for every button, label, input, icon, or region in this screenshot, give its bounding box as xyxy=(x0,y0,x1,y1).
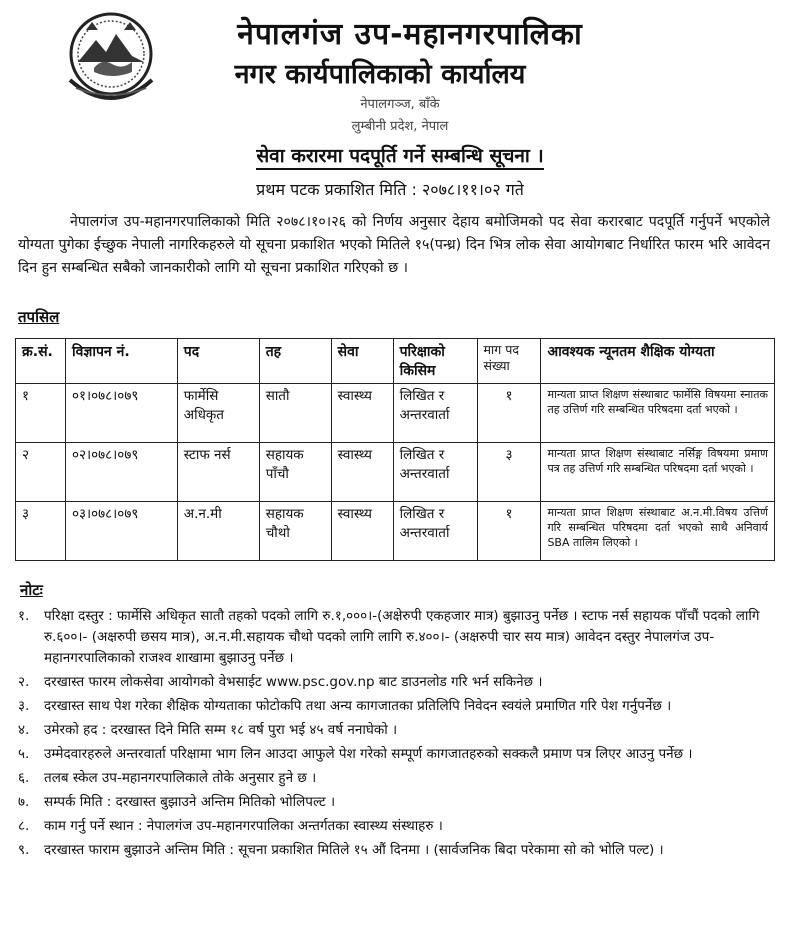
government-emblem-icon xyxy=(56,10,166,106)
table-row xyxy=(16,443,775,502)
cell-level: सहायक चौथो xyxy=(259,502,331,561)
col-header-service: सेवा xyxy=(331,339,393,384)
cell-post: अ.न.मी xyxy=(177,502,259,561)
cell-service: स्वास्थ्य xyxy=(331,502,393,561)
cell-exam: लिखित र अन्तरवार्ता xyxy=(393,443,477,502)
org-name-line1: नेपालगंज उप-महानगरपालिका xyxy=(237,17,583,52)
table-row xyxy=(16,384,775,443)
intro-paragraph: नेपालगंज उप-महानगरपालिकाको मिति २०७८।१०।२६ को निर्णय अनुसार देहाय बमोजिमको पद सेवा करारबाट पदपूर्ति गर्नुपर्ने भएकोले योग्यता पुगेका ईच्छुक नेपाली नागरिकहरुले यो सूचना प्रकाशित भएको मितिले १५(पन्ध्र) दिन भित्र लोक सेवा आयोगबाट निर्धारित फारम भरि आवेदन दिन हुन सम्बन्धित सबैको जानकारीको लागि यो सूचना प्रकाशित गरिएको छ । xyxy=(18,214,770,276)
cell-level: सहायक पाँचौ xyxy=(259,443,331,502)
cell-exam: लिखित र अन्तरवार्ता xyxy=(393,384,477,443)
note-item: ९. दरखास्त फाराम बुझाउने अन्तिम मिति : सूचना प्रकाशित मितिले १५ औं दिनमा । (सार्वजनिक बिदा परेकामा सो को भोलि पल्ट) । xyxy=(18,842,664,858)
cell-adv: ०३।०७८।०७९ xyxy=(65,502,177,561)
col-header-exam: परिक्षाको किसिम xyxy=(393,339,477,384)
cell-service: स्वास्थ्य xyxy=(331,384,393,443)
cell-level: सातौ xyxy=(259,384,331,443)
note-item: ७. सम्पर्क मिति : दरखास्त बुझाउने अन्तिम मितिको भोलिपल्ट । xyxy=(18,794,336,810)
address-line2: लुम्बीनी प्रदेश, नेपाल xyxy=(351,119,449,134)
cell-count: १ xyxy=(477,384,541,443)
col-header-adv: विज्ञापन नं. xyxy=(65,339,177,384)
note-item: २. दरखास्त फारम लोकसेवा आयोगको वेभसाईट www.psc.gov.np बाट डाउनलोड गरि भर्न सकिनेछ । xyxy=(18,674,543,690)
table-row xyxy=(16,502,775,561)
cell-sn: २ xyxy=(16,443,66,502)
col-header-sn: क्र.सं. xyxy=(16,339,66,384)
cell-qualification: मान्यता प्राप्त शिक्षण संस्थाबाट अ.न.मी.विषय उत्तिर्ण गरि सम्बन्धित परिषदमा दर्ता भएको साथै अनिवार्य SBA तालिम लिएको । xyxy=(541,502,775,561)
note-item: ६. तलब स्केल उप-महानगरपालिकाले तोके अनुसार हुने छ । xyxy=(18,770,317,786)
cell-post: स्टाफ नर्स xyxy=(177,443,259,502)
cell-adv: ०१।०७८।०७९ xyxy=(65,384,177,443)
notes-heading: नोटः xyxy=(20,581,43,599)
org-name-line2: नगर कार्यपालिकाको कार्यालय xyxy=(234,59,526,90)
table-header-row xyxy=(16,339,775,384)
col-header-count: माग पद संख्या xyxy=(477,339,541,384)
cell-sn: १ xyxy=(16,384,66,443)
cell-sn: ३ xyxy=(16,502,66,561)
notice-title: सेवा करारमा पदपूर्ति गर्ने सम्बन्धि सूचना । xyxy=(190,142,610,168)
cell-qualification: मान्यता प्राप्त शिक्षण संस्थाबाट फार्मेसि विषयमा स्नातक तह उत्तिर्ण गरि सम्बन्धित परिषदमा दर्ता भएको । xyxy=(541,384,775,443)
note-item: ४. उमेरको हद : दरखास्त दिने मिति सम्म १८ वर्ष पुरा भई ४५ वर्ष ननाघेको । xyxy=(18,722,398,738)
col-header-qualification: आवश्यक न्यूनतम शैक्षिक योग्यता xyxy=(541,339,775,384)
cell-qualification: मान्यता प्राप्त शिक्षण संस्थाबाट नर्सिङ्ग विषयमा प्रमाण पत्र तह उत्तिर्ण गरि सम्बन्धित परिषदमा दर्ता भएको । xyxy=(541,443,775,502)
cell-count: ३ xyxy=(477,443,541,502)
vacancy-table xyxy=(15,338,775,561)
note-item: ८. काम गर्नु पर्ने स्थान : नेपालगंज उप-महानगरपालिका अन्तर्गतका स्वास्थ्य संस्थाहरु । xyxy=(18,818,443,834)
note-item: ३. दरखास्त साथ पेश गरेका शैक्षिक योग्यताका फोटोकपि तथा अन्य कागजातका प्रतिलिपि निवेदन स्वयंले प्रमाणित गरि पेश गर्नुपर्नेछ । xyxy=(18,698,672,714)
note-item: १. परिक्षा दस्तुर : फार्मेसि अधिकृत सातौ तहको पदको लागि रु.१,०००।-(अक्षेरुपी एकहजार मात्र) बुझाउनु पर्नेछ । स्टाफ नर्स सहायक पाँचौं पदको लागि रु.६००।- (अक्षरुपी छसय मात्र), अ.न.मी.सहायक चौथो पदको लागि लागि रु.४००।- (अक्षरुपी चार सय मात्र) आवेदन दस्तुर नेपालगंज उप-महानगरपालिकाको राजश्व शाखामा बुझाउनु पर्नेछ । xyxy=(18,608,760,666)
note-item: ५. उम्मेदवारहरुले अन्तरवार्ता परिक्षामा भाग लिन आउदा आफुले पेश गरेको सम्पूर्ण कागजातहरुको सक्कलै प्रमाण पत्र लिएर आउनु पर्नेछ । xyxy=(18,746,693,762)
notes-list xyxy=(18,606,770,864)
published-date: प्रथम पटक प्रकाशित मिति : २०७८।११।०२ गते xyxy=(256,180,524,199)
cell-adv: ०२।०७८।०७९ xyxy=(65,443,177,502)
cell-service: स्वास्थ्य xyxy=(331,443,393,502)
address-line1: नेपालगञ्ज, बाँके xyxy=(360,97,440,112)
tapsil-heading: तपसिल xyxy=(18,308,60,326)
cell-post: फार्मेसि अधिकृत xyxy=(177,384,259,443)
cell-exam: लिखित र अन्तरवार्ता xyxy=(393,502,477,561)
col-header-post: पद xyxy=(177,339,259,384)
cell-count: १ xyxy=(477,502,541,561)
col-header-level: तह xyxy=(259,339,331,384)
